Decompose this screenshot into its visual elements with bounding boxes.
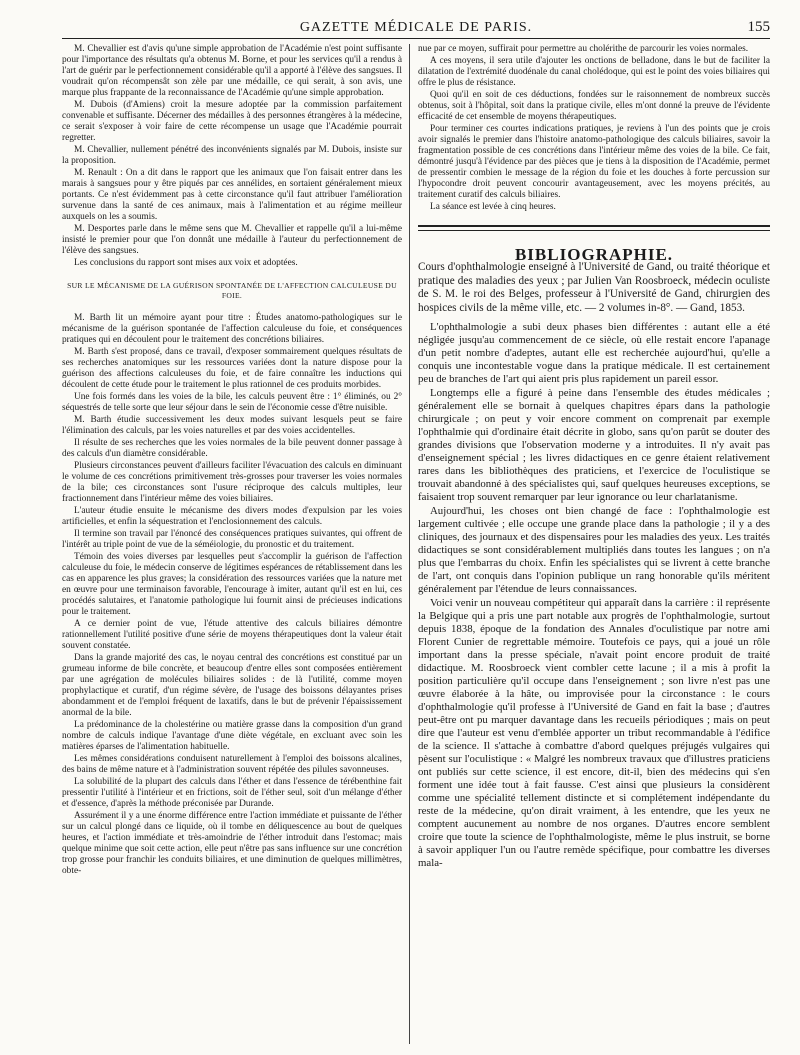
paragraph: Il termine son travail par l'énoncé des conséquences pratiques suivantes, qui offrent de l'intérêt au triple point de vue de la séméiologie, du pronostic et du traitement. bbox=[62, 529, 402, 550]
paragraph: M. Renault : On a dit dans le rapport que les animaux que l'on faisait entrer dans les marais à sangsues pour y être piqués par ces annélides, en sortaient généralement mieux portants. Ce n'est évidemment pas à cette circonstance qu'il faut attribuer l'amélioration survenue dans la santé de ces animaux, mais à l'alimentation et au régime meilleur auxquels on les a soumis. bbox=[62, 168, 402, 222]
page-header bbox=[62, 18, 770, 39]
paragraph: Voici venir un nouveau compétiteur qui apparaît dans la carrière : il représente la Belgique qui a pris une part notable aux progrès de l'ophthalmologie, surtout depuis 1838, époque de la fondation des Annales d'oculistique par notre ami Florent Cunier de regrettable mémoire. Toutefois ce pays, qui a joué un rôle important dans la presse spéciale, n'avait point encore produit de traité didactique. M. Roosbroeck vient combler cette lacune ; il a mis à profit la position particulière qu'il occupe dans l'enseignement ; son livre n'est pas une œuvre élaborée à la hâte, ou improvisée pour la circonstance : le cours d'ophthalmologie qu'il professe à l'Université de Gand en fait la base ; d'autres peut-être ont pu marquer davantage dans les recueils périodiques ; mais on peut dire que l'auteur est venu d'emblée apporter un tribut recommandable à l'édifice de la science. Il s'attache à combattre d'abord quelques préjugés vulgaires qui pèsent sur l'oculistique : « Malgré les nombreux travaux que d'illustres praticiens ont publiés sur cette science, il est encore, dit-il, bien des médecins qui s'en forment une idée tout à fait fausse. C'est ainsi que plusieurs la considèrent comme une spécialité tellement distincte et si complétement indépendante du reste de la médecine, qu'on dirait vraiment, à les entendre, que les yeux ne comptent aucunement au nombre de nos organes. D'autres encore semblent croire que toute la science de l'ophthalmologiste, même le plus instruit, se borne à savoir appliquer l'un ou l'autre remède spécifique, pour combattre les diverses mala- bbox=[418, 597, 770, 870]
session-closing-line: La séance est levée à cinq heures. bbox=[430, 202, 556, 212]
paragraph: Les conclusions du rapport sont mises aux voix et adoptées. bbox=[74, 258, 298, 268]
paragraph: Quoi qu'il en soit de ces déductions, fondées sur le raisonnement de nombreux succès obtenus, soit à l'hôpital, soit dans la pratique civile, elles m'ont donné la preuve de l'évidente efficacité de cet ensemble de moyens thérapeutiques. bbox=[418, 90, 770, 122]
paragraph: Aujourd'hui, les choses ont bien changé de face : l'ophthalmologie est largement cultivée ; elle occupe une grande place dans la pathologie ; il y a des cliniques, des journaux et des dispensaires pour les maladies des yeux. Les traités didactiques se sont considérablement multipliés dans toutes les langues ; on n'a plus que l'embarras du choix. Enfin les spécialistes qui se livrent à cette branche de l'art, ont conquis dans l'opinion publique un rang honorable qu'ils méritent généralement par l'étendue de leurs connaissances. bbox=[418, 505, 770, 596]
paragraph: A ce dernier point de vue, l'étude attentive des calculs biliaires démontre rationnellement l'utilité positive d'une série de moyens thérapeutiques dont la valeur était souvent constatée. bbox=[62, 619, 402, 651]
paragraph: Témoin des voies diverses par lesquelles peut s'accomplir la guérison de l'affection calculeuse du foie, le médecin conserve de légitimes espérances de rétablissement dans les cas en apparence les plus graves; la considération des ressources variées que la nature met en œuvre pour une terminaison favorable, l'encourage à imiter, autant qu'il est en lui, ces procédés salutaires, et l'anatomie pathologique lui fournit ainsi de précieuses indications pour le traitement. bbox=[62, 552, 402, 617]
paragraph: Plusieurs circonstances peuvent d'ailleurs faciliter l'évacuation des calculs en diminuant le volume de ces concrétions primitivement très-grosses pour traverser les voies normales de la bile; ces circonstances sont l'usure réciproque des calculs multiples, leur fractionnement dans l'intérieur même des voies biliaires. bbox=[62, 461, 402, 504]
paragraph: L'ophthalmologie a subi deux phases bien différentes : autant elle a été négligée jusqu'au commencement de ce siècle, où elle restait encore l'apanage d'un petit nombre d'adeptes, autant elle est recherchée aujourd'hui, qu'elle a conquis une incontestable vogue dans la pratique médicale. Il est certainement peu de branches de l'art qui aient pris plus rapidement un pareil essor. bbox=[418, 321, 770, 386]
paragraph: Il résulte de ses recherches que les voies normales de la bile peuvent donner passage à des calculs d'un diamètre considérable. bbox=[62, 438, 402, 459]
section-heading: SUR LE MÉCANISME DE LA GUÉRISON SPONTANÉE DE L'AFFECTION CALCULEUSE DU FOIE. bbox=[67, 281, 397, 300]
paragraph: M. Chevallier est d'avis qu'une simple approbation de l'Académie n'est point suffisante pour l'importance des résultats qu'a obtenus M. Borne, et pour les services qu'il a rendus à l'art de guérir par le perfectionnement considérable qu'il a apporté à l'élève des sangsues. Il voudrait qu'on récompensât son zèle par une médaille, ce qui serait, à son avis, une marque plus frappante de la reconnaissance de l'Académie qu'une simple approbation. bbox=[62, 44, 402, 98]
paragraph: L'auteur étudie ensuite le mécanisme des divers modes d'expulsion par les voies artificielles, et enfin la séquestration et l'enclosionnement des calculs. bbox=[62, 506, 402, 527]
review-body bbox=[418, 321, 770, 870]
paragraph: Les mêmes considérations conduisent naturellement à l'emploi des boissons alcalines, des bains de même nature et à l'administration souvent répétée des pilules savonneuses. bbox=[62, 754, 402, 775]
column-divider bbox=[409, 44, 410, 1044]
paragraph: M. Chevallier, nullement pénétré des inconvénients signalés par M. Dubois, insiste sur la proposition. bbox=[62, 145, 402, 166]
paragraph: Assurément il y a une énorme différence entre l'action immédiate et puissante de l'éther sur un calcul plongé dans ce liquide, où il tombe en déliquescence au bout de quelques heures, et l'action immédiate et très-amoindrie de l'éther introduit dans l'estomac; mais quelque minime que soit cette action, elle peut n'être pas sans influence sur une concrétion trop grosse pour franchir les conduits biliaires, et une diminution de quelques millimètres, obte- bbox=[62, 811, 402, 876]
paragraph: M. Barth s'est proposé, dans ce travail, d'exposer sommairement quelques résultats de ses recherches anatomiques sur les ressources variées dont la nature dispose pour la guérison des affections calculeuses du foie, et de faire connaître les inductions qui découlent de cette étude pour le traitement le plus rationnel de ces produits morbides. bbox=[62, 347, 402, 390]
paragraph: M. Barth étudie successivement les deux modes suivant lesquels peut se faire l'élimination des calculs, par les voies naturelles et par des voies accidentelles. bbox=[62, 415, 402, 436]
paragraph: M. Desportes parle dans le même sens que M. Chevallier et rappelle qu'il a lui-même insisté le premier pour que l'on donnât une médaille à l'auteur du perfectionnement de l'élève des sangsues. bbox=[62, 224, 402, 256]
bibliography-entry: Cours d'ophthalmologie enseigné à l'Université de Gand, ou traité théorique et pratique des maladies des yeux ; par Julien Van Roosbroeck, médecin oculiste de S. M. le roi des Belges, professeur à l'Université de Gand, chirurgien des hospices civils de la même ville, etc. — 2 volumes in-8°. — Gand, 1853. bbox=[418, 261, 770, 314]
paragraph: Une fois formés dans les voies de la bile, les calculs peuvent être : 1° éliminés, ou 2° séquestrés de telle sorte que leur séjour dans le sein de l'économie cesse d'être nuisible. bbox=[62, 392, 402, 413]
paragraph: La prédominance de la cholestérine ou matière grasse dans la composition d'un grand nombre de calculs indique l'avantage d'une diète végétale, en excluant avec soin les matières éparses de l'alimentation habituelle. bbox=[62, 720, 402, 752]
section-separator-rule bbox=[418, 221, 770, 239]
paragraph: Pour terminer ces courtes indications pratiques, je reviens à l'un des points que je crois avoir signalés le premier dans l'histoire anatomo-pathologique des calculs biliaires, savoir la fragmentation possible de ces concrétions dans l'intérieur même des voies de la bile. Ce fait, démontré jusqu'à l'évidence par des pièces que je tiens à la disposition de l'Académie, permet de pressentir combien le message de la région du foie et les douches à forte percussion sur l'hypocondre droit peuvent concourir avantageusement, avec les moyens précités, au traitement curatif des calculs biliaires. bbox=[418, 124, 770, 200]
paragraph: M. Barth lit un mémoire ayant pour titre : Études anatomo-pathologiques sur le mécanisme de la guérison spontanée de l'affection calculeuse du foie, et conséquences pratiques qui en découlent pour le traitement des concrétions biliaires. bbox=[62, 313, 402, 345]
paragraph: Longtemps elle a figuré à peine dans l'ensemble des études médicales ; généralement elle se bornait à quelques chapitres épars dans la pathologie chirurgicale ; on peut y voir encore comment on comprenait par exemple l'ophthalmie qui d'ordinaire était décrite in globo, sans qu'on parût se douter des grandes divisions que l'observation moderne y a introduites. Il n'y avait pas d'enseignement spécial ; les livres didactiques en ce genre étaient relativement rares dans les bibliothèques des praticiens, et l'exercice de l'oculistique se trouvait abandonné à des spécialistes qui, sauf quelques heureuses exceptions, se faisaient trop souvent remarquer par leur ignorance ou leur charlatanisme. bbox=[418, 387, 770, 504]
left-column bbox=[62, 44, 402, 1044]
bibliography-heading: BIBLIOGRAPHIE. bbox=[514, 245, 674, 264]
paragraph: A ces moyens, il sera utile d'ajouter les onctions de belladone, dans le but de faciliter la dilatation de l'extrémité duodénale du canal cholédoque, qui est le point des voies biliaires qui offre le plus de résistance. bbox=[418, 56, 770, 88]
page-number: 155 bbox=[747, 19, 770, 35]
paragraph: nue par ce moyen, suffirait pour permettre au cholérithe de parcourir les voies normales. bbox=[418, 44, 749, 54]
running-title: GAZETTE MÉDICALE DE PARIS. bbox=[299, 20, 533, 35]
paragraph: La solubilité de la plupart des calculs dans l'éther et dans l'essence de térébenthine fait pressentir l'utilité à l'intérieur et en frictions, soit de l'éther seul, soit d'un mélange d'éther et d'essence, d'après la méthode préconisée par Durande. bbox=[62, 777, 402, 809]
paragraph: Dans la grande majorité des cas, le noyau central des concrétions est constitué par un grumeau informe de bile concrète, et beaucoup d'entre elles sont composées entièrement par une agrégation de molécules biliaires solides : de là l'utilité, comme moyen prophylactique et curatif, d'un régime sévère, de l'usage des boissons délayantes prises abondamment et de l'emploi fréquent de laxatifs, dans le but de prévenir l'épaississement anormal de la bile. bbox=[62, 653, 402, 718]
right-column bbox=[418, 44, 770, 1044]
paragraph: M. Dubois (d'Amiens) croit la mesure adoptée par la commission parfaitement convenable et suffisante. Décerner des médailles à des personnes étrangères à la médecine, ce serait s'exposer à voir faire de cette récompense un usage que l'Académie pourrait regretter. bbox=[62, 100, 402, 143]
